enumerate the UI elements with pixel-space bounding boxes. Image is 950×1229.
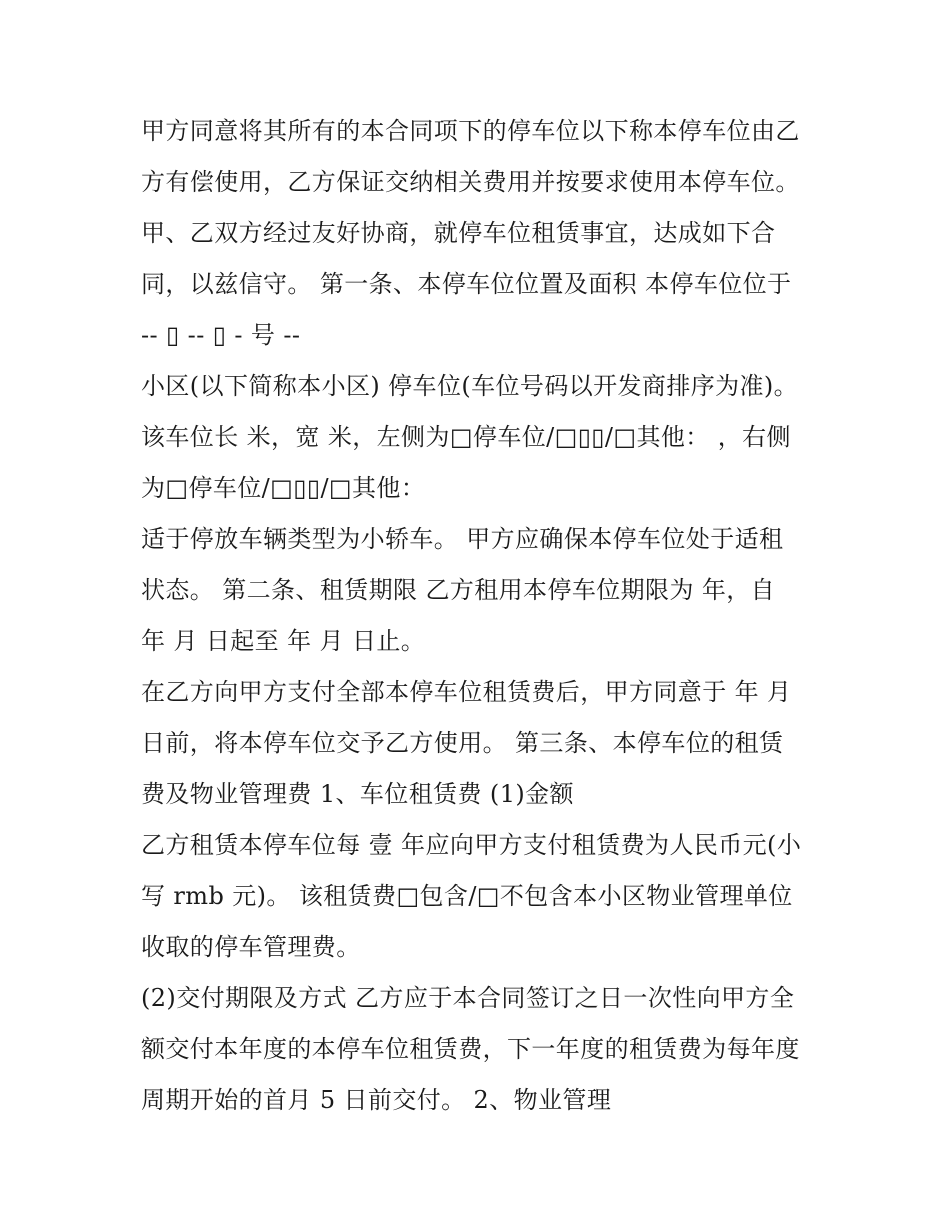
text-line: 适于停放车辆类型为小轿车。 甲方应确保本停车位处于适租 bbox=[141, 525, 784, 553]
text-line: 状态。 第二条、租赁期限 乙方租用本停车位期限为 年，自 bbox=[141, 576, 776, 604]
text-line: 为□停车位/□▯▯/□其他： bbox=[141, 474, 426, 502]
text-line: 该车位长 米，宽 米，左侧为□停车位/□▯▯/□其他： ，右侧 bbox=[141, 423, 791, 451]
text-line: 周期开始的首月 5 日前交付。 2、物业管理 bbox=[141, 1086, 612, 1114]
text-line: 同，以兹信守。 第一条、本停车位位置及面积 本停车位位于 bbox=[141, 270, 792, 298]
text-line: 收取的停车管理费。 bbox=[141, 933, 361, 961]
text-line: 写 rmb 元)。 该租赁费□包含/□不包含本小区物业管理单位 bbox=[141, 882, 793, 910]
text-line: 方有偿使用，乙方保证交纳相关费用并按要求使用本停车位。 bbox=[141, 168, 800, 196]
text-line: -- ▯ -- ▯ - 号 -- bbox=[141, 321, 301, 349]
text-line: 在乙方向甲方支付全部本停车位租赁费后，甲方同意于 年 月 bbox=[141, 678, 792, 706]
text-line: 甲、乙双方经过友好协商，就停车位租赁事宜，达成如下合 bbox=[141, 219, 776, 247]
text-line: 乙方租赁本停车位每 壹 年应向甲方支付租赁费为人民币元(小 bbox=[141, 831, 802, 859]
text-line: 费及物业管理费 1、车位租赁费 (1)金额 bbox=[141, 780, 574, 808]
text-line: 额交付本年度的本停车位租赁费，下一年度的租赁费为每年度 bbox=[141, 1035, 800, 1063]
text-line: 年 月 日起至 年 月 日止。 bbox=[141, 627, 426, 655]
text-line: (2)交付期限及方式 乙方应于本合同签订之日一次性向甲方全 bbox=[141, 984, 795, 1012]
text-line: 甲方同意将其所有的本合同项下的停车位以下称本停车位由乙 bbox=[141, 117, 800, 145]
text-line: 日前，将本停车位交予乙方使用。 第三条、本停车位的租赁 bbox=[141, 729, 784, 757]
document-body bbox=[141, 106, 821, 1126]
text-line: 小区(以下简称本小区) 停车位(车位号码以开发商排序为准)。 bbox=[141, 372, 799, 400]
